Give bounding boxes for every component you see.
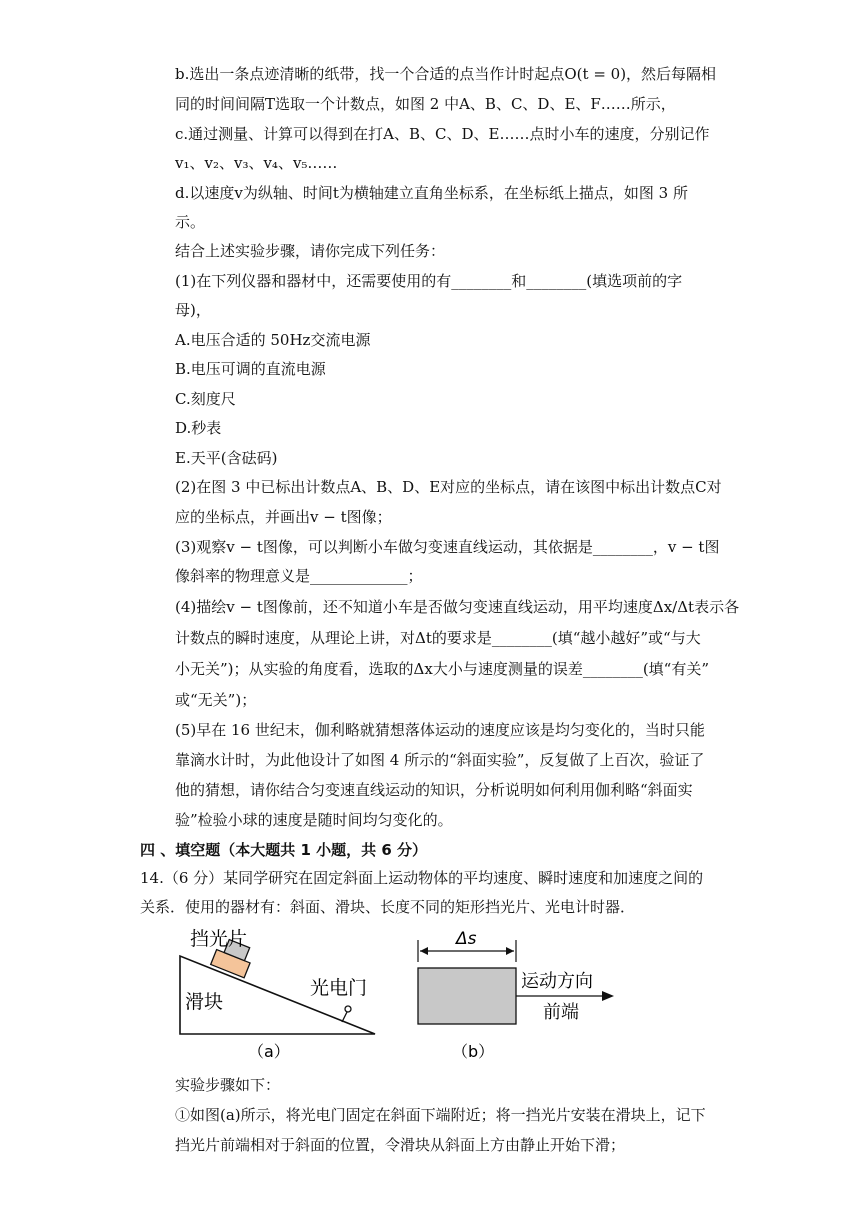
label-photo-gate: 光电门 xyxy=(310,977,368,999)
label-width: Δs xyxy=(456,929,477,949)
text-line: 验”检验小球的速度是随时间均匀变化的。 xyxy=(175,811,453,829)
text-line: 计数点的瞬时速度，从理论上讲，对Δt的要求是________(填“越小越好”或“与大 xyxy=(175,629,701,647)
label-shade: 挡光片 xyxy=(190,928,248,950)
question-2: (2)在图 3 中已标出计数点A、B、D、E对应的坐标点，请在该图中标出计数点C对 xyxy=(175,478,722,496)
question-4: (4)描绘v − t图像前，还不知道小车是否做匀变速直线运动，用平均速度Δx/Δt表示各 xyxy=(175,598,740,616)
option-b: B.电压可调的直流电源 xyxy=(175,360,326,378)
text-line: 挡光片前端相对于斜面的位置，令滑块从斜面上方由静止开始下滑； xyxy=(175,1136,626,1154)
figure-b xyxy=(418,929,614,1061)
text-line: 或“无关”)； xyxy=(175,691,257,709)
photo-gate-icon xyxy=(345,1006,351,1012)
photo-gate-post xyxy=(342,1012,347,1022)
option-d: D.秒表 xyxy=(175,419,222,437)
text-line: c.通过测量、计算可以得到在打A、B、C、D、E……点时小车的速度，分别记作 xyxy=(175,125,710,143)
shade-plate-rect xyxy=(418,968,516,1024)
label-direction: 运动方向 xyxy=(521,971,593,992)
question-3: (3)观察v − t图像，可以判断小车做匀变速直线运动，其依据是________，v − t图 xyxy=(175,538,720,556)
text-line: 结合上述实验步骤，请你完成下列任务： xyxy=(175,242,446,260)
text-line: 像斜率的物理意义是_____________； xyxy=(175,567,423,585)
option-a: A.电压合适的 50Hz交流电源 xyxy=(175,331,371,349)
label-slider: 滑块 xyxy=(185,991,224,1013)
option-e: E.天平(含砝码) xyxy=(175,449,278,467)
steps-heading: 实验步骤如下： xyxy=(175,1076,281,1094)
option-c: C.刻度尺 xyxy=(175,390,236,408)
text-line: v₁、v₂、v₃、v₄、v₅…… xyxy=(175,154,338,172)
text-line: 关系．使用的器材有：斜面、滑块、长度不同的矩形挡光片、光电计时器． xyxy=(140,898,636,916)
figure-a xyxy=(180,928,375,1061)
text-line: 示。 xyxy=(175,213,206,231)
question-14: 14.（6 分）某同学研究在固定斜面上运动物体的平均速度、瞬时速度和加速度之间的 xyxy=(140,869,704,887)
text-line: d.以速度v为纵轴、时间t为横轴建立直角坐标系，在坐标纸上描点，如图 3 所 xyxy=(175,184,688,202)
caption-b: （b） xyxy=(452,1042,495,1061)
text-line: 小无关”)；从实验的角度看，选取的Δx大小与速度测量的误差________(填“有关” xyxy=(175,660,710,678)
text-line: 母)， xyxy=(175,301,211,319)
text-line: 同的时间间隔T选取一个计数点，如图 2 中A、B、C、D、E、F……所示， xyxy=(175,95,676,113)
section-heading: 四 、填空题（本大题共 1 小题，共 6 分） xyxy=(140,841,427,859)
caption-a: （a） xyxy=(248,1042,290,1061)
figure-incline-and-shade xyxy=(170,920,630,1070)
question-1: (1)在下列仪器和器材中，还需要使用的有________和________(填选项前的字 xyxy=(175,272,683,290)
step-1: ①如图(a)所示，将光电门固定在斜面下端附近；将一挡光片安装在滑块上，记下 xyxy=(175,1106,706,1124)
text-line: 他的猜想，请你结合匀变速直线运动的知识，分析说明如何利用伽利略“斜面实 xyxy=(175,781,693,799)
text-line: 应的坐标点，并画出v − t图像； xyxy=(175,508,392,526)
question-5: (5)早在 16 世纪末，伽利略就猜想落体运动的速度应该是均匀变化的，当时只能 xyxy=(175,721,705,739)
text-line: 靠滴水计时，为此他设计了如图 4 所示的“斜面实验”，反复做了上百次，验证了 xyxy=(175,751,705,769)
label-front: 前端 xyxy=(543,1002,579,1023)
text-line: b.选出一条点迹清晰的纸带，找一个合适的点当作计时起点O(t = 0)，然后每隔相 xyxy=(175,65,717,83)
